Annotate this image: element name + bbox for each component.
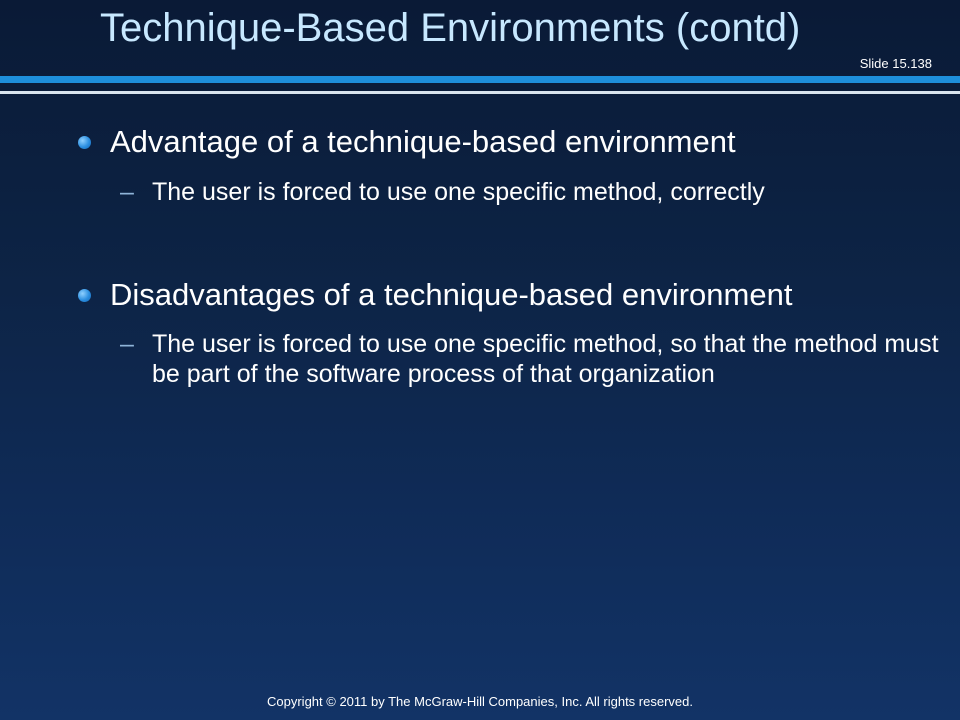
copyright-footer: Copyright © 2011 by The McGraw-Hill Companies, Inc. All rights reserved. [267,694,693,709]
slide-number: Slide 15.138 [859,56,932,71]
bullet-text: Disadvantages of a technique-based environment [110,277,793,312]
bullet-dot-icon [78,289,91,302]
sub-bullet-text: The user is forced to use one specific method, so that the method must be part of the software process of that organization [152,330,939,388]
bullet-dot-icon [78,136,91,149]
title-accent-rule [0,76,960,83]
slide-title: Technique-Based Environments (contd) [100,6,801,50]
dash-icon: – [120,330,134,358]
sub-bullet-text: The user is forced to use one specific method, correctly [152,178,765,206]
dash-icon: – [120,178,134,206]
bullet-text: Advantage of a technique-based environment [110,124,736,159]
title-divider-rule [0,91,960,94]
